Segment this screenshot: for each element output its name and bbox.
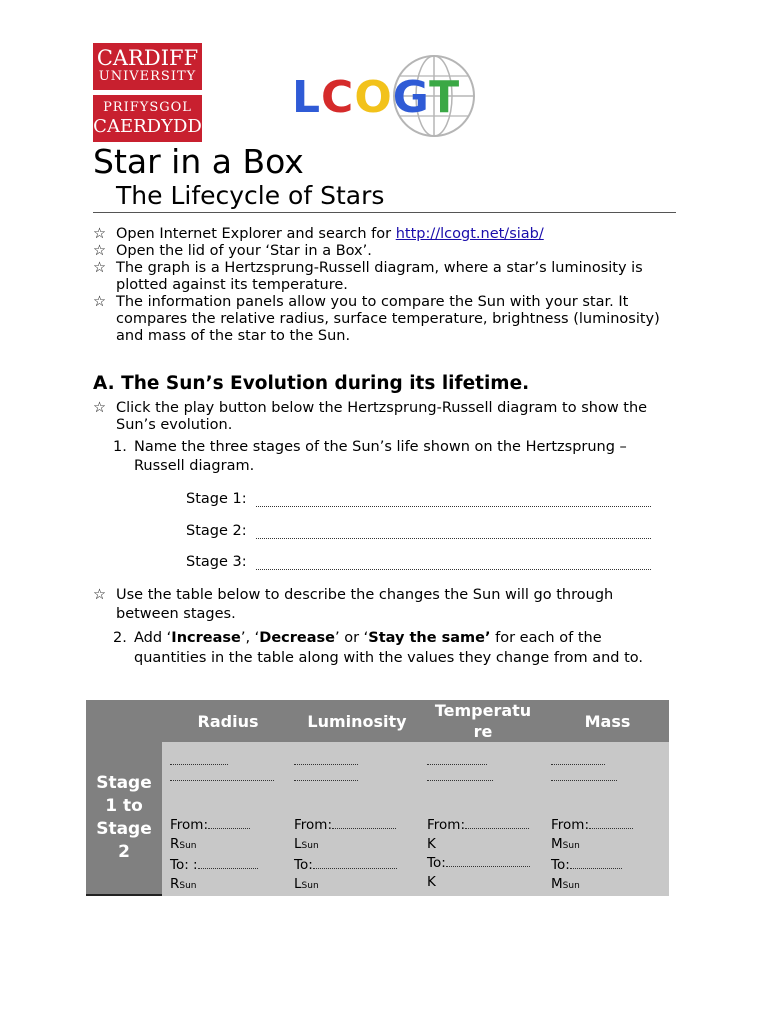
unit-subscript: Sun [301,841,319,851]
star-icon: ☆ [93,400,106,416]
unit-subscript: Sun [562,841,580,851]
star-icon: ☆ [93,260,106,276]
bullet-text: The information panels allow you to compare the Sun with your star. It compares the relative radius, surface temperature, brightness (luminosity) and mass of the star to the Sun. [116,294,660,344]
to-label: To: : [170,857,198,873]
q2-keyword-same: Stay the same’ [368,630,491,646]
intro-bullet-list [93,226,683,345]
to-answer-line[interactable] [313,868,397,869]
from-label: From: [170,817,208,833]
answer-line[interactable] [551,764,605,765]
cardiff-logo-top [93,43,202,90]
answer-line[interactable] [427,764,487,765]
q2-keyword-decrease: Decrease [259,630,335,646]
column-header-mass: Mass [546,700,669,742]
stage-3-label: Stage 3: [186,554,247,570]
cardiff-logo-line: PRIFYSGOL [103,100,192,115]
row-header-line: 2 [118,842,130,862]
from-label: From: [294,817,332,833]
lcogt-letter: L [292,72,322,123]
table-cell-radius[interactable] [170,742,294,896]
stage-2-label: Stage 2: [186,523,247,539]
question-number: 2. [113,630,127,646]
stage-3-answer-line[interactable] [256,569,651,570]
title-divider [93,212,676,213]
answer-line[interactable] [170,780,274,781]
cardiff-logo-line: CARDIFF [96,46,199,70]
from-answer-line[interactable] [332,828,396,829]
unit-symbol: L [294,836,302,852]
q2-text: ’, ‘ [240,630,260,646]
unit-subscript: Sun [179,841,197,851]
q2-text: for each of the quantities in the table along with the values they change from and to. [134,630,643,666]
lcogt-letter: O [354,72,393,123]
play-instruction-text: Click the play button below the Hertzsprung-Russell diagram to show the Sun’s evolution. [116,400,648,433]
question-2 [113,628,673,668]
unit-symbol: M [551,876,563,892]
bullet-item [93,260,683,294]
stage-1-label: Stage 1: [186,491,247,507]
lcogt-letter: C [321,72,355,123]
q2-keyword-increase: Increase [171,630,241,646]
section-a-heading: A. The Sun’s Evolution during its lifetime. [93,373,530,394]
row-header-line: Stage [96,773,152,793]
to-answer-line[interactable] [446,866,530,867]
star-icon: ☆ [93,587,106,603]
column-header-luminosity: Luminosity [294,700,420,742]
column-header-temperature: Temperatu re [420,700,546,742]
question-text: Name the three stages of the Sun’s life shown on the Hertzsprung – Russell diagram. [134,439,627,474]
unit-subscript: Sun [179,881,197,891]
to-label: To: [427,855,446,871]
lcogt-logo [290,52,480,140]
bullet-item [93,243,683,260]
table-body [162,742,669,896]
answer-line[interactable] [294,764,358,765]
table-cell-mass[interactable] [551,742,669,896]
star-icon: ☆ [93,226,106,242]
star-icon: ☆ [93,243,106,259]
q2-text: Add ‘ [134,630,172,646]
cardiff-logo-bottom [93,95,202,142]
bullet-item [93,294,683,345]
unit-symbol: M [551,836,563,852]
table-cell-luminosity[interactable] [294,742,420,896]
play-instruction [93,400,673,434]
stage-1-answer-line[interactable] [256,506,651,507]
cardiff-logo-line: CAERDYDD [93,116,202,137]
page-title: Star in a Box [93,142,304,181]
cardiff-logo-line: UNIVERSITY [98,69,197,84]
from-answer-line[interactable] [208,828,250,829]
unit-symbol: L [294,876,302,892]
from-label: From: [427,817,465,833]
answer-line[interactable] [170,764,228,765]
unit-subscript: Sun [562,881,580,891]
bullet-text: Open the lid of your ‘Star in a Box’. [116,243,372,259]
question-number: 1. [113,439,127,455]
unit-subscript: Sun [301,881,319,891]
table-instruction [93,586,673,624]
stage-2-answer-line[interactable] [256,538,651,539]
row-header-text [86,772,162,864]
answer-line[interactable] [551,780,617,781]
from-label: From: [551,817,589,833]
column-header-radius: Radius [162,700,294,742]
table-row-header [86,700,162,896]
page-subtitle: The Lifecycle of Stars [116,181,385,210]
to-label: To: [294,857,313,873]
answer-line[interactable] [294,780,358,781]
bullet-text: The graph is a Hertzsprung-Russell diagram, where a star’s luminosity is plotted against its temperature. [116,260,643,293]
unit-symbol: R [170,836,180,852]
from-answer-line[interactable] [589,828,633,829]
unit-symbol: K [427,836,436,852]
unit-symbol: R [170,876,180,892]
stage-change-table [86,700,669,896]
table-instruction-text: Use the table below to describe the changes the Sun will go through between stages. [116,587,614,622]
to-answer-line[interactable] [198,868,258,869]
q2-text: ’ or ‘ [335,630,369,646]
siab-link[interactable]: http://lcogt.net/siab/ [395,226,544,242]
lcogt-letters [292,72,460,123]
to-label: To: [551,857,570,873]
row-header-line: 1 to [105,796,143,816]
star-icon: ☆ [93,294,106,310]
from-answer-line[interactable] [465,828,529,829]
answer-line[interactable] [427,780,493,781]
table-cell-temperature[interactable] [427,742,551,896]
question-1 [113,438,673,476]
unit-symbol: K [427,874,436,890]
bullet-item [93,226,683,243]
cardiff-university-logo [93,43,202,142]
row-header-line: Stage [96,819,152,839]
to-answer-line[interactable] [570,868,622,869]
lcogt-letter: T [429,72,461,123]
lcogt-letter: G [392,72,430,123]
bullet-text: Open Internet Explorer and search for [116,226,396,242]
